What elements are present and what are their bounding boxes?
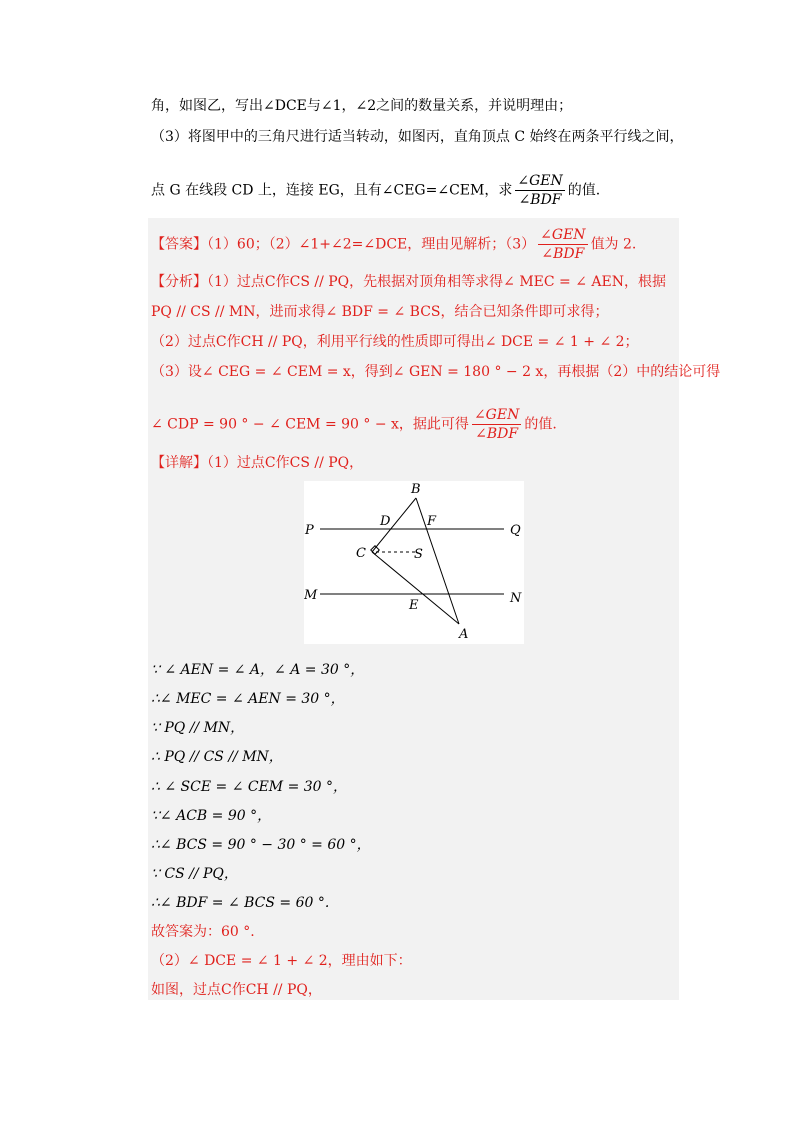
label-m: M: [304, 588, 318, 603]
question-line-1: 角，如图乙，写出∠DCE与∠1，∠2之间的数量关系，并说明理由；: [151, 98, 573, 114]
label-n: N: [510, 591, 522, 606]
label-e: E: [409, 598, 419, 613]
label-p: P: [305, 523, 314, 538]
step-6: ∵∠ ACB = 90 °，: [151, 808, 272, 824]
geometry-figure: [304, 481, 524, 644]
segment-ca: [372, 552, 459, 624]
geometry-diagram: [304, 481, 524, 644]
detail-line-1: 【详解】（1）过点C作CS // PQ，: [151, 455, 364, 471]
label-s: S: [414, 547, 423, 562]
step-2: ∴∠ MEC = ∠ AEN = 30 °，: [151, 691, 345, 707]
step-4: ∴ PQ // CS // MN，: [151, 749, 283, 765]
right-angle-mark: [371, 546, 379, 554]
answer-line: 【答案】（1）60；（2）∠1+∠2=∠DCE，理由见解析；（3） $\frac{\text{∠GEN}}{\text{∠BDF}}$ 值为 2.: [151, 227, 637, 262]
analysis-line-2: PQ // CS // MN，进而求得∠ BDF = ∠ BCS，结合已知条件即可求得；: [151, 304, 609, 320]
label-b: B: [411, 482, 421, 497]
step-12: 如图，过点C作CH // PQ，: [151, 982, 322, 998]
label-a: A: [459, 627, 469, 642]
label-q: Q: [510, 523, 521, 538]
step-10: 故答案为：60 °.: [151, 924, 255, 940]
analysis-line-3: （2）过点C作CH // PQ，利用平行线的性质即可得出∠ DCE = ∠ 1 + ∠ 2；: [151, 334, 639, 350]
label-f: F: [427, 514, 437, 529]
step-11: （2）∠ DCE = ∠ 1 + ∠ 2，理由如下：: [151, 953, 412, 969]
label-d: D: [380, 514, 391, 529]
segment-bc: [372, 498, 416, 552]
analysis-fraction: $\frac{\text{∠GEN}}{\text{∠BDF}}$: [473, 407, 520, 442]
step-5: ∴ ∠ SCE = ∠ CEM = 30 °，: [151, 779, 348, 795]
question-line-2: （3）将图甲中的三角尺进行适当转动，如图丙，直角顶点 C 始终在两条平行线之间，: [151, 129, 684, 145]
answer-fraction: $\frac{\text{∠GEN}}{\text{∠BDF}}$: [540, 227, 586, 262]
question-text: 点 G 在线段 CD 上，连接 EG，且有∠CEG=∠CEM，求: [151, 182, 513, 199]
step-3: ∵ PQ // MN，: [151, 720, 245, 736]
step-8: ∵ CS // PQ，: [151, 866, 238, 882]
step-9: ∴∠ BDF = ∠ BCS = 60 °.: [151, 895, 330, 911]
step-1: ∵ ∠ AEN = ∠ A，∠ A = 30 °，: [151, 662, 365, 678]
analysis-line-1: 【分析】（1）过点C作CS // PQ，先根据对顶角相等求得∠ MEC = ∠ AEN，根据: [151, 274, 666, 290]
question-line-3: 点 G 在线段 CD 上，连接 EG，且有∠CEG=∠CEM，求 $\frac{\text{∠GEN}}{\text{∠BDF}}$ 的值.: [151, 173, 601, 208]
analysis-line-4: （3）设∠ CEG = ∠ CEM = x，得到∠ GEN = 180 ° − 2 x，再根据（2）中的结论可得: [151, 364, 721, 380]
label-c: C: [356, 546, 366, 561]
step-7: ∴∠ BCS = 90 ° − 30 ° = 60 °，: [151, 837, 371, 853]
question-fraction: $\frac{\text{∠GEN}}{\text{∠BDF}}$: [517, 173, 563, 208]
analysis-line-5: ∠ CDP = 90 ° − ∠ CEM = 90 ° − x，据此可得 $\frac{\text{∠GEN}}{\text{∠BDF}}$ 的值.: [151, 407, 557, 442]
